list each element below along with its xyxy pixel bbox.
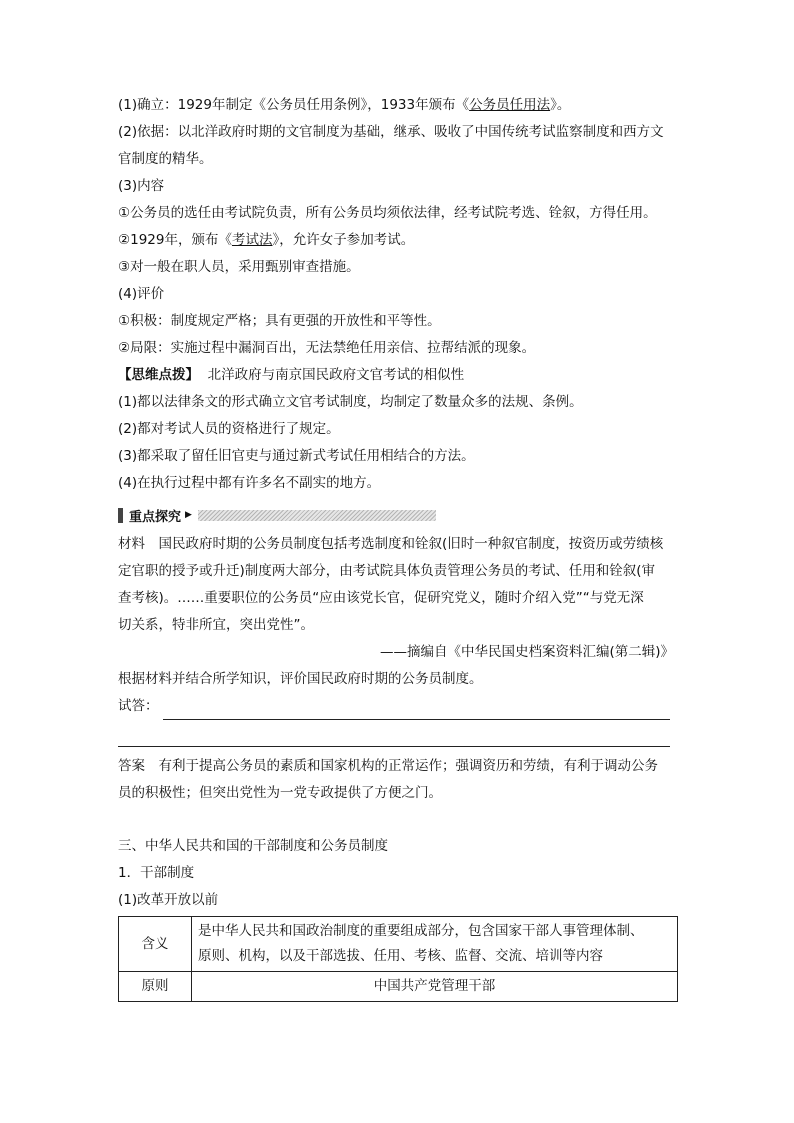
material-line: 切关系，特非所宜，突出党性”。	[118, 617, 314, 633]
banner-hatched-rule	[198, 510, 436, 521]
content-item-2-text: ②1929年，颁布《	[118, 232, 232, 248]
table-value-principle: 中国共产党管理干部	[192, 972, 678, 1002]
table-value-meaning	[192, 917, 678, 972]
answer-text: 员的积极性；但突出党性为一党专政提供了方便之门。	[118, 785, 442, 801]
establish-text: (1)确立：1929年制定《公务员任用条例》，1933年颁布《	[118, 97, 470, 113]
table-row	[119, 917, 678, 972]
table-key-principle: 原则	[119, 972, 192, 1002]
underlined-exam-law: 考试法	[231, 232, 273, 248]
content-item-1: ①公务员的选任由考试院负责，所有公务员均须依法律，经考试院考选、铨叙，方得任用。	[118, 205, 657, 221]
establish-text-end: 》。	[550, 97, 571, 113]
material-source: ——摘编自《中华民国史档案资料汇编(第二辑)》	[379, 644, 674, 660]
basis-line-cont: 官制度的精华。	[118, 151, 213, 167]
material-line: 查考核)。……重要职位的公务员“应由该党长官，促研究党义，随时介绍入党”“与党无深	[118, 590, 644, 606]
answer-row	[118, 693, 678, 720]
basis-line: (2)依据：以北洋政府时期的文官制度为基础，继承、吸收了中国传统考试监察制度和西方文	[118, 124, 664, 140]
answer-blank-line-2[interactable]	[118, 720, 670, 747]
thinking-tag: 【思维点拨】	[118, 367, 199, 383]
meaning-line: 原则、机构，以及干部选拔、任用、考核、监督、交流、培训等内容	[198, 948, 603, 964]
document-page	[118, 92, 678, 1002]
thinking-item: (2)都对考试人员的资格进行了规定。	[118, 421, 340, 437]
thinking-title: 北洋政府与南京国民政府文官考试的相似性	[207, 367, 465, 383]
answer-prompt: 试答：	[118, 698, 159, 714]
banner-bar	[118, 508, 123, 523]
table-row	[119, 972, 678, 1002]
answer-blank-line[interactable]	[163, 701, 671, 720]
underlined-law-title: 公务员任用法	[469, 97, 551, 113]
evaluation-limitation: ②局限：实施过程中漏洞百出，无法禁绝任用亲信、拉帮结派的现象。	[118, 340, 536, 356]
evaluation-positive: ①积极：制度规定严格；具有更强的开放性和平等性。	[118, 313, 441, 329]
content-item-2-end: 》，允许女子参加考试。	[272, 232, 415, 248]
thinking-item: (4)在执行过程中都有许多名不副实的地方。	[118, 475, 381, 491]
material-line: 材料 国民政府时期的公务员制度包括考选制度和铨叙(旧时一种叙官制度，按资历或劳绩核	[118, 536, 664, 552]
establish-line	[118, 92, 678, 119]
answer-text: 答案 有利于提高公务员的素质和国家机构的正常运作；强调资历和劳绩，有利于调动公务	[118, 758, 658, 774]
table-key-meaning: 含义	[119, 917, 192, 972]
thinking-heading	[118, 362, 678, 389]
meaning-line: 是中华人民共和国政治制度的重要组成部分，包含国家干部人事管理体制、	[198, 923, 644, 939]
pre-reform-heading: (1)改革开放以前	[118, 892, 219, 908]
banner-label: 重点探究	[129, 509, 182, 525]
cadre-system-table	[118, 916, 678, 1002]
key-exploration-banner	[118, 505, 436, 525]
evaluation-heading: (4)评价	[118, 286, 165, 302]
content-item-3: ③对一般在职人员，采用甄别审查措施。	[118, 259, 360, 275]
thinking-item: (1)都以法律条文的形式确立文官考试制度，均制定了数量众多的法规、条例。	[118, 394, 583, 410]
play-arrow-icon: ▶	[185, 510, 192, 520]
thinking-item: (3)都采取了留任旧官吏与通过新式考试任用相结合的方法。	[118, 448, 475, 464]
section-heading: 三、中华人民共和国的干部制度和公务员制度	[118, 838, 388, 854]
question-text: 根据材料并结合所学知识，评价国民政府时期的公务员制度。	[118, 671, 483, 687]
cadre-system-heading: 1．干部制度	[118, 865, 195, 881]
content-item-2	[118, 227, 678, 254]
material-line: 定官职的授予或升迁)制度两大部分，由考试院具体负责管理公务员的考试、任用和铨叙(审	[118, 563, 656, 579]
content-heading: (3)内容	[118, 178, 165, 194]
